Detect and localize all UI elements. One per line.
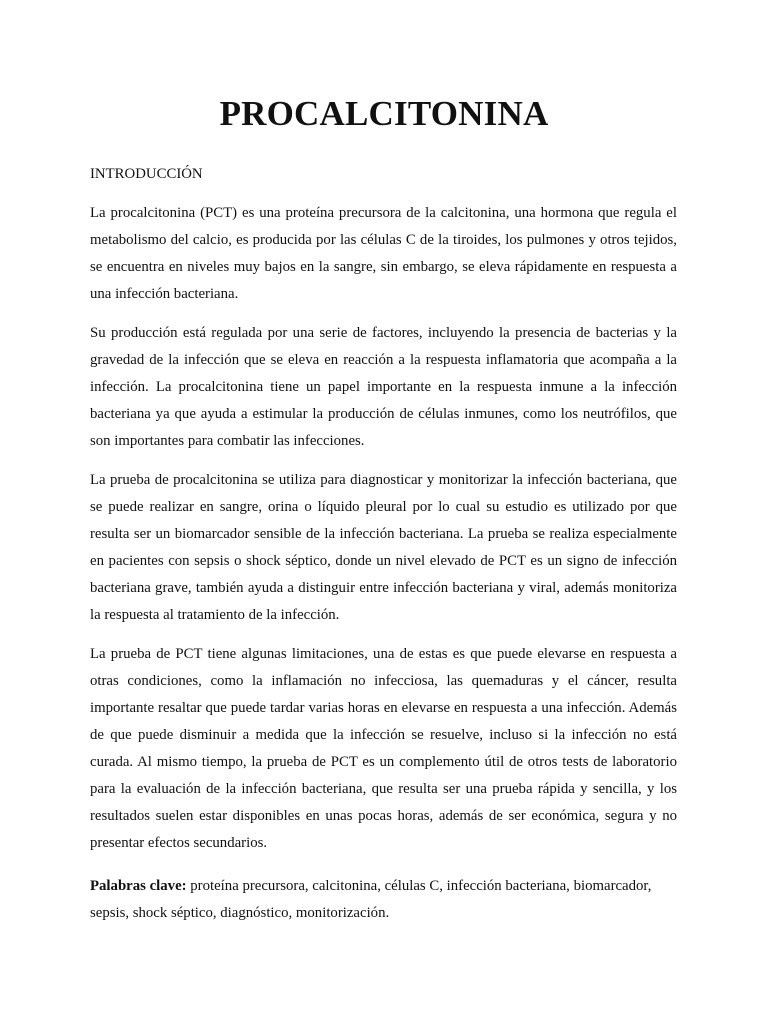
section-heading-introduccion: INTRODUCCIÓN [90, 166, 203, 182]
paragraph-2: Su producción está regulada por una serie de factores, incluyendo la presencia de bacterias y la gravedad de la infección que se eleva en reacción a la respuesta inflamatoria que acompaña a la infección. La procalcitonina tiene un papel importante en la respuesta inmune a la infección bacteriana ya que ayuda a estimular la producción de células inmunes, como los neutrófilos, que son importantes para combatir las infecciones. [90, 325, 677, 449]
paragraph-3: La prueba de procalcitonina se utiliza para diagnosticar y monitorizar la infección bacteriana, que se puede realizar en sangre, orina o líquido pleural por lo cual su estudio es utilizado por que resulta ser un biomarcador sensible de la infección bacteriana. La prueba se realiza especialmente en pacientes con sepsis o shock séptico, donde un nivel elevado de PCT es un signo de infección bacteriana grave, también ayuda a distinguir entre infección bacteriana y viral, además monitoriza la respuesta al tratamiento de la infección. [90, 472, 677, 623]
keywords [90, 873, 677, 927]
paragraph-4: La prueba de PCT tiene algunas limitaciones, una de estas es que puede elevarse en respuesta a otras condiciones, como la inflamación no infecciosa, las quemaduras y el cáncer, resulta importante resaltar que puede tardar varias horas en elevarse en respuesta a una infección. Además de que puede disminuir a medida que la infección se resuelve, incluso si la infección no está curada. Al mismo tiempo, la prueba de PCT es un complemento útil de otros tests de laboratorio para la evaluación de la infección bacteriana, que resulta ser una prueba rápida y sencilla, y los resultados suelen estar disponibles en unas pocas horas, además de ser económica, segura y no presentar efectos secundarios. [90, 646, 677, 851]
paragraph-1: La procalcitonina (PCT) es una proteína precursora de la calcitonina, una hormona que regula el metabolismo del calcio, es producida por las células C de la tiroides, los pulmones y otros tejidos, se encuentra en niveles muy bajos en la sangre, sin embargo, se eleva rápidamente en respuesta a una infección bacteriana. [90, 205, 677, 302]
keywords-label: Palabras clave: [90, 878, 187, 894]
keywords-text: proteína precursora, calcitonina, células C, infección bacteriana, biomarcador, sepsis, shock séptico, diagnóstico, monitorización. [90, 878, 652, 921]
document-body [90, 164, 677, 927]
document-title: PROCALCITONINA [219, 94, 549, 133]
